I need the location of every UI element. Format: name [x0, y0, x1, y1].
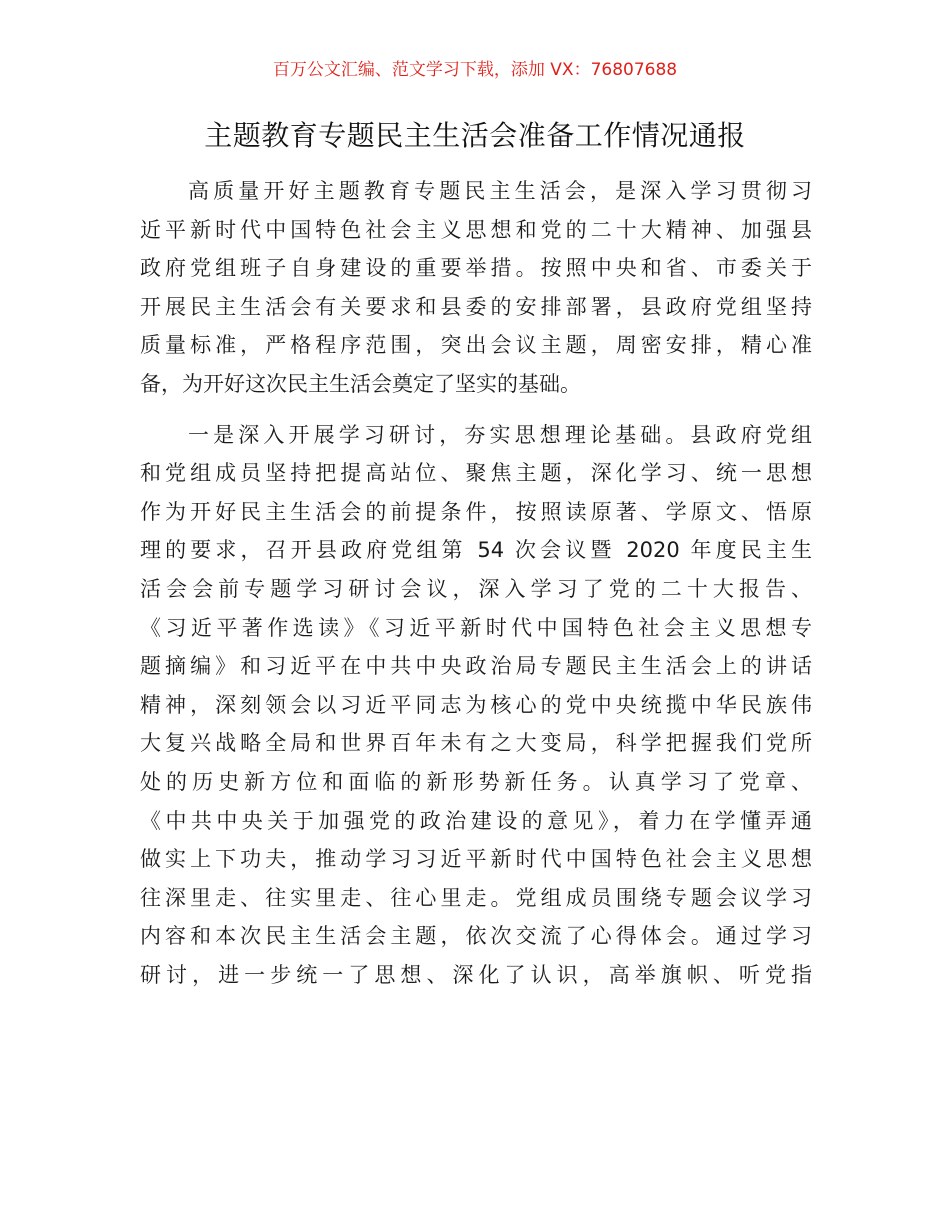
text-line: 内容和本次民主生活会主题，依次交流了心得体会。通过学习 [140, 924, 812, 949]
text-line: 一是深入开展学习研讨，夯实思想理论基础。县政府党组 [188, 422, 812, 447]
text-line: 高质量开好主题教育专题民主生活会，是深入学习贯彻习 [188, 179, 812, 203]
text-line: 《中共中央关于加强党的政治建设的意见》，着力在学懂弄通 [140, 808, 812, 833]
text-line: 《习近平著作选读》《习近平新时代中国特色社会主义思想专 [140, 615, 812, 640]
text-line: 大复兴战略全局和世界百年未有之大变局，科学把握我们党所 [140, 731, 812, 756]
text-line: 开展民主生活会有关要求和县委的安排部署，县政府党组坚持 [140, 294, 812, 319]
text-line: 和党组成员坚持把提高站位、聚焦主题，深化学习、统一思想 [140, 461, 812, 486]
text-line: 处的历史新方位和面临的新形势新任务。认真学习了党章、 [140, 769, 812, 794]
text-line: 研讨，进一步统一了思想、深化了认识，高举旗帜、听党指 [140, 962, 812, 987]
text-line: 往深里走、往实里走、往心里走。党组成员围绕专题会议学习 [140, 885, 812, 910]
text-line: 理的要求，召开县政府党组第 54 次会议暨 2020 年度民主生 [140, 538, 812, 563]
paragraph-intro [140, 172, 812, 404]
text-line: 近平新时代中国特色社会主义思想和党的二十大精神、加强县 [140, 217, 812, 242]
text-line: 质量标准，严格程序范围，突出会议主题，周密安排，精心准 [140, 333, 812, 358]
paragraph-study [140, 416, 812, 995]
header-note: 百万公文汇编、范文学习下载，添加 VX：76807688 [272, 60, 678, 80]
text-line: 备，为开好这次民主生活会奠定了坚实的基础。 [140, 371, 581, 396]
text-line: 活会会前专题学习研讨会议，深入学习了党的二十大报告、 [140, 576, 812, 601]
text-line: 政府党组班子自身建设的重要举措。按照中央和省、市委关于 [140, 256, 812, 281]
text-line: 作为开好民主生活会的前提条件，按照读原著、学原文、悟原 [140, 499, 812, 524]
document-title: 主题教育专题民主生活会准备工作情况通报 [204, 119, 746, 152]
text-line: 做实上下功夫，推动学习习近平新时代中国特色社会主义思想 [140, 847, 812, 872]
text-line: 精神，深刻领会以习近平同志为核心的党中央统揽中华民族伟 [140, 692, 812, 717]
document-body [140, 172, 812, 1006]
text-line: 题摘编》和习近平在中共中央政治局专题民主生活会上的讲话 [140, 654, 812, 679]
